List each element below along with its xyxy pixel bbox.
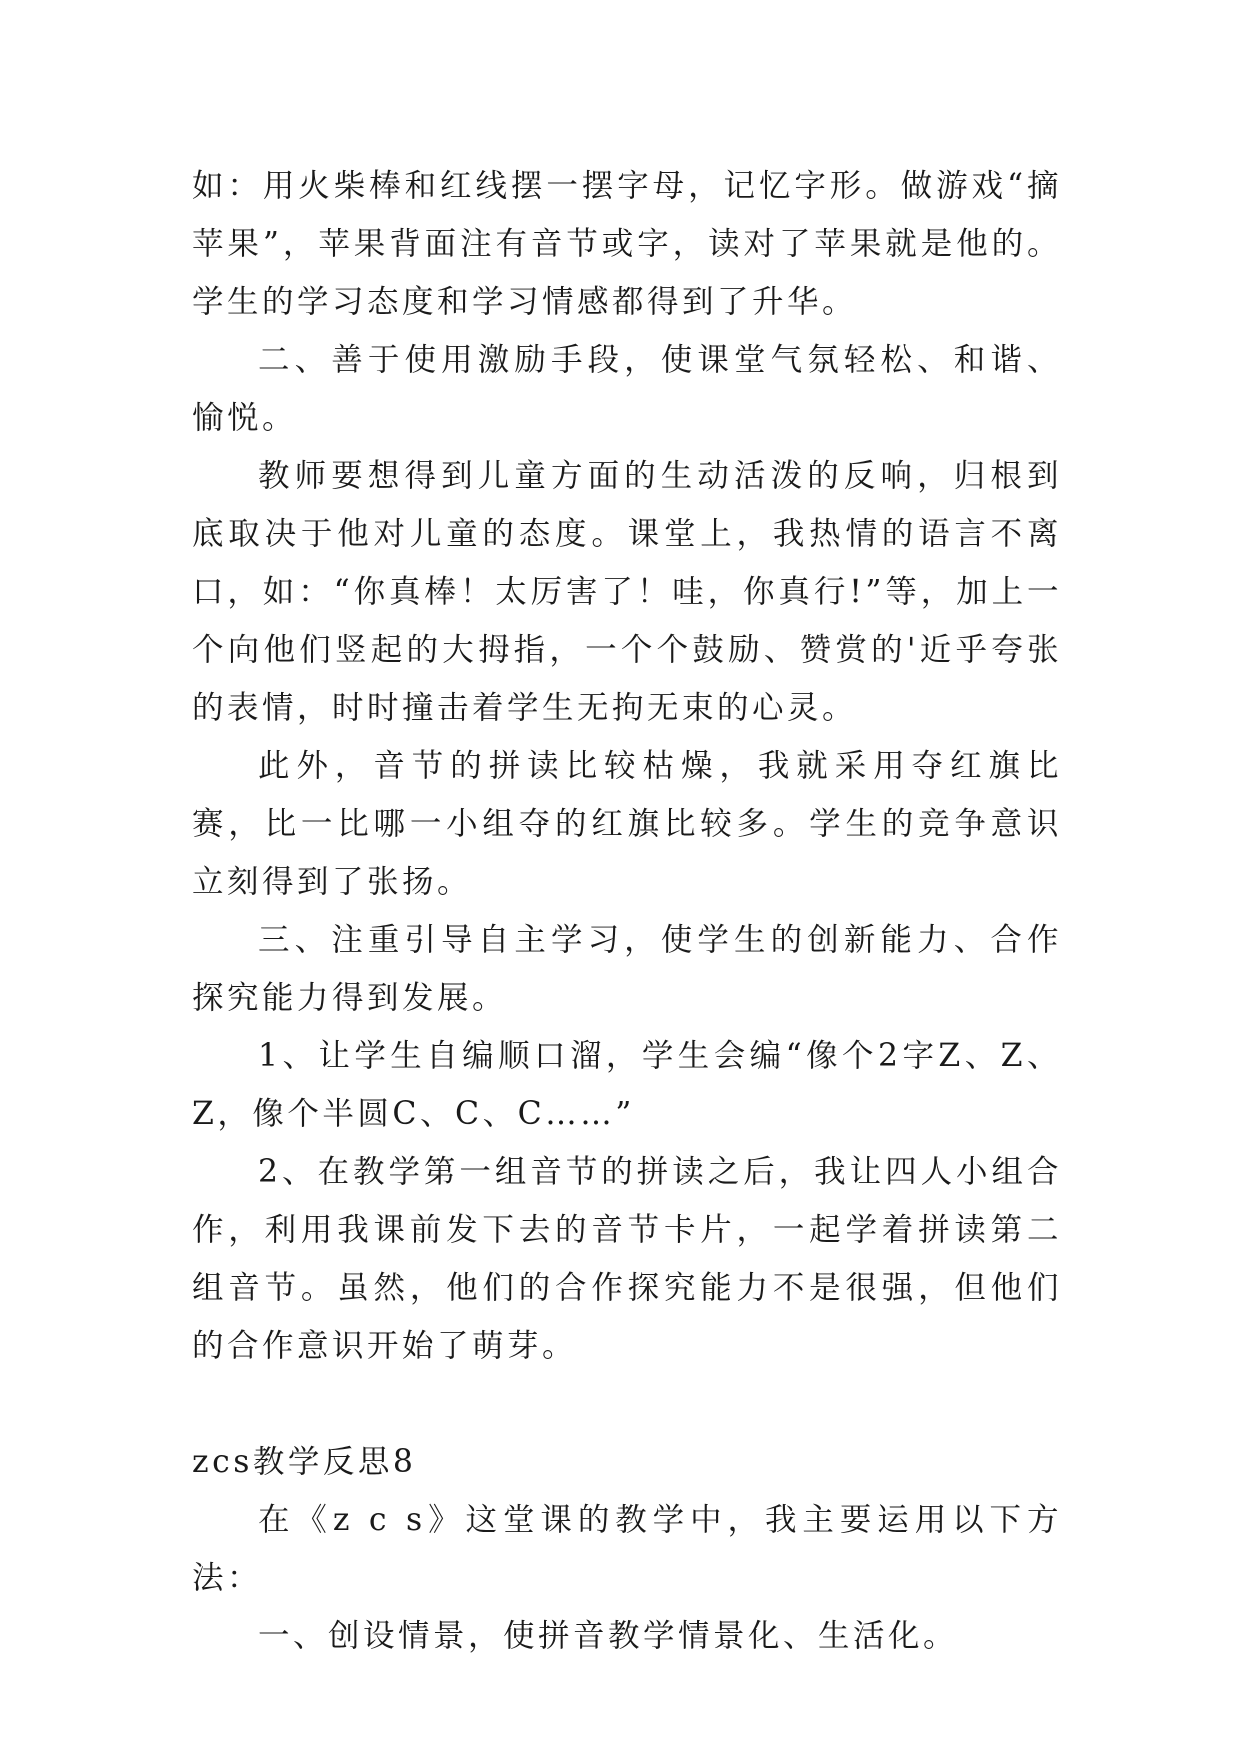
paragraph: 一、创设情景，使拼音教学情景化、生活化。 xyxy=(258,1618,959,1654)
paragraph: 三、注重引导自主学习，使学生的创新能力、合作探究能力得到发展。 xyxy=(192,922,1062,1016)
document-body xyxy=(192,157,1062,1665)
paragraph: 此外，音节的拼读比较枯燥，我就采用夺红旗比赛，比一比哪一小组夺的红旗比较多。学生的竞争意识立刻得到了张扬。 xyxy=(192,748,1062,900)
paragraph: 1、让学生自编顺口溜，学生会编“像个2字Z、Z、Z，像个半圆C、C、C……” xyxy=(192,1038,1062,1132)
paragraph: 教师要想得到儿童方面的生动活泼的反响，归根到底取决于他对儿童的态度。课堂上，我热情的语言不离口，如：“你真棒！太厉害了！哇，你真行!”等，加上一个向他们竖起的大拇指，一个个鼓励、赞赏的'近乎夸张的表情，时时撞击着学生无拘无束的心灵。 xyxy=(192,458,1062,726)
paragraph: 2、在教学第一组音节的拼读之后，我让四人小组合作，利用我课前发下去的音节卡片，一起学着拼读第二组音节。虽然，他们的合作探究能力不是很强，但他们的合作意识开始了萌芽。 xyxy=(192,1154,1062,1364)
paragraph: 如：用火柴棒和红线摆一摆字母，记忆字形。做游戏“摘苹果”，苹果背面注有音节或字，读对了苹果就是他的。学生的学习态度和学习情感都得到了升华。 xyxy=(192,168,1062,320)
paragraph: 在《z c s》这堂课的教学中，我主要运用以下方法： xyxy=(192,1502,1062,1596)
paragraph: 二、善于使用激励手段，使课堂气氛轻松、和谐、愉悦。 xyxy=(192,342,1062,436)
section-heading: zcs教学反思8 xyxy=(192,1444,417,1480)
